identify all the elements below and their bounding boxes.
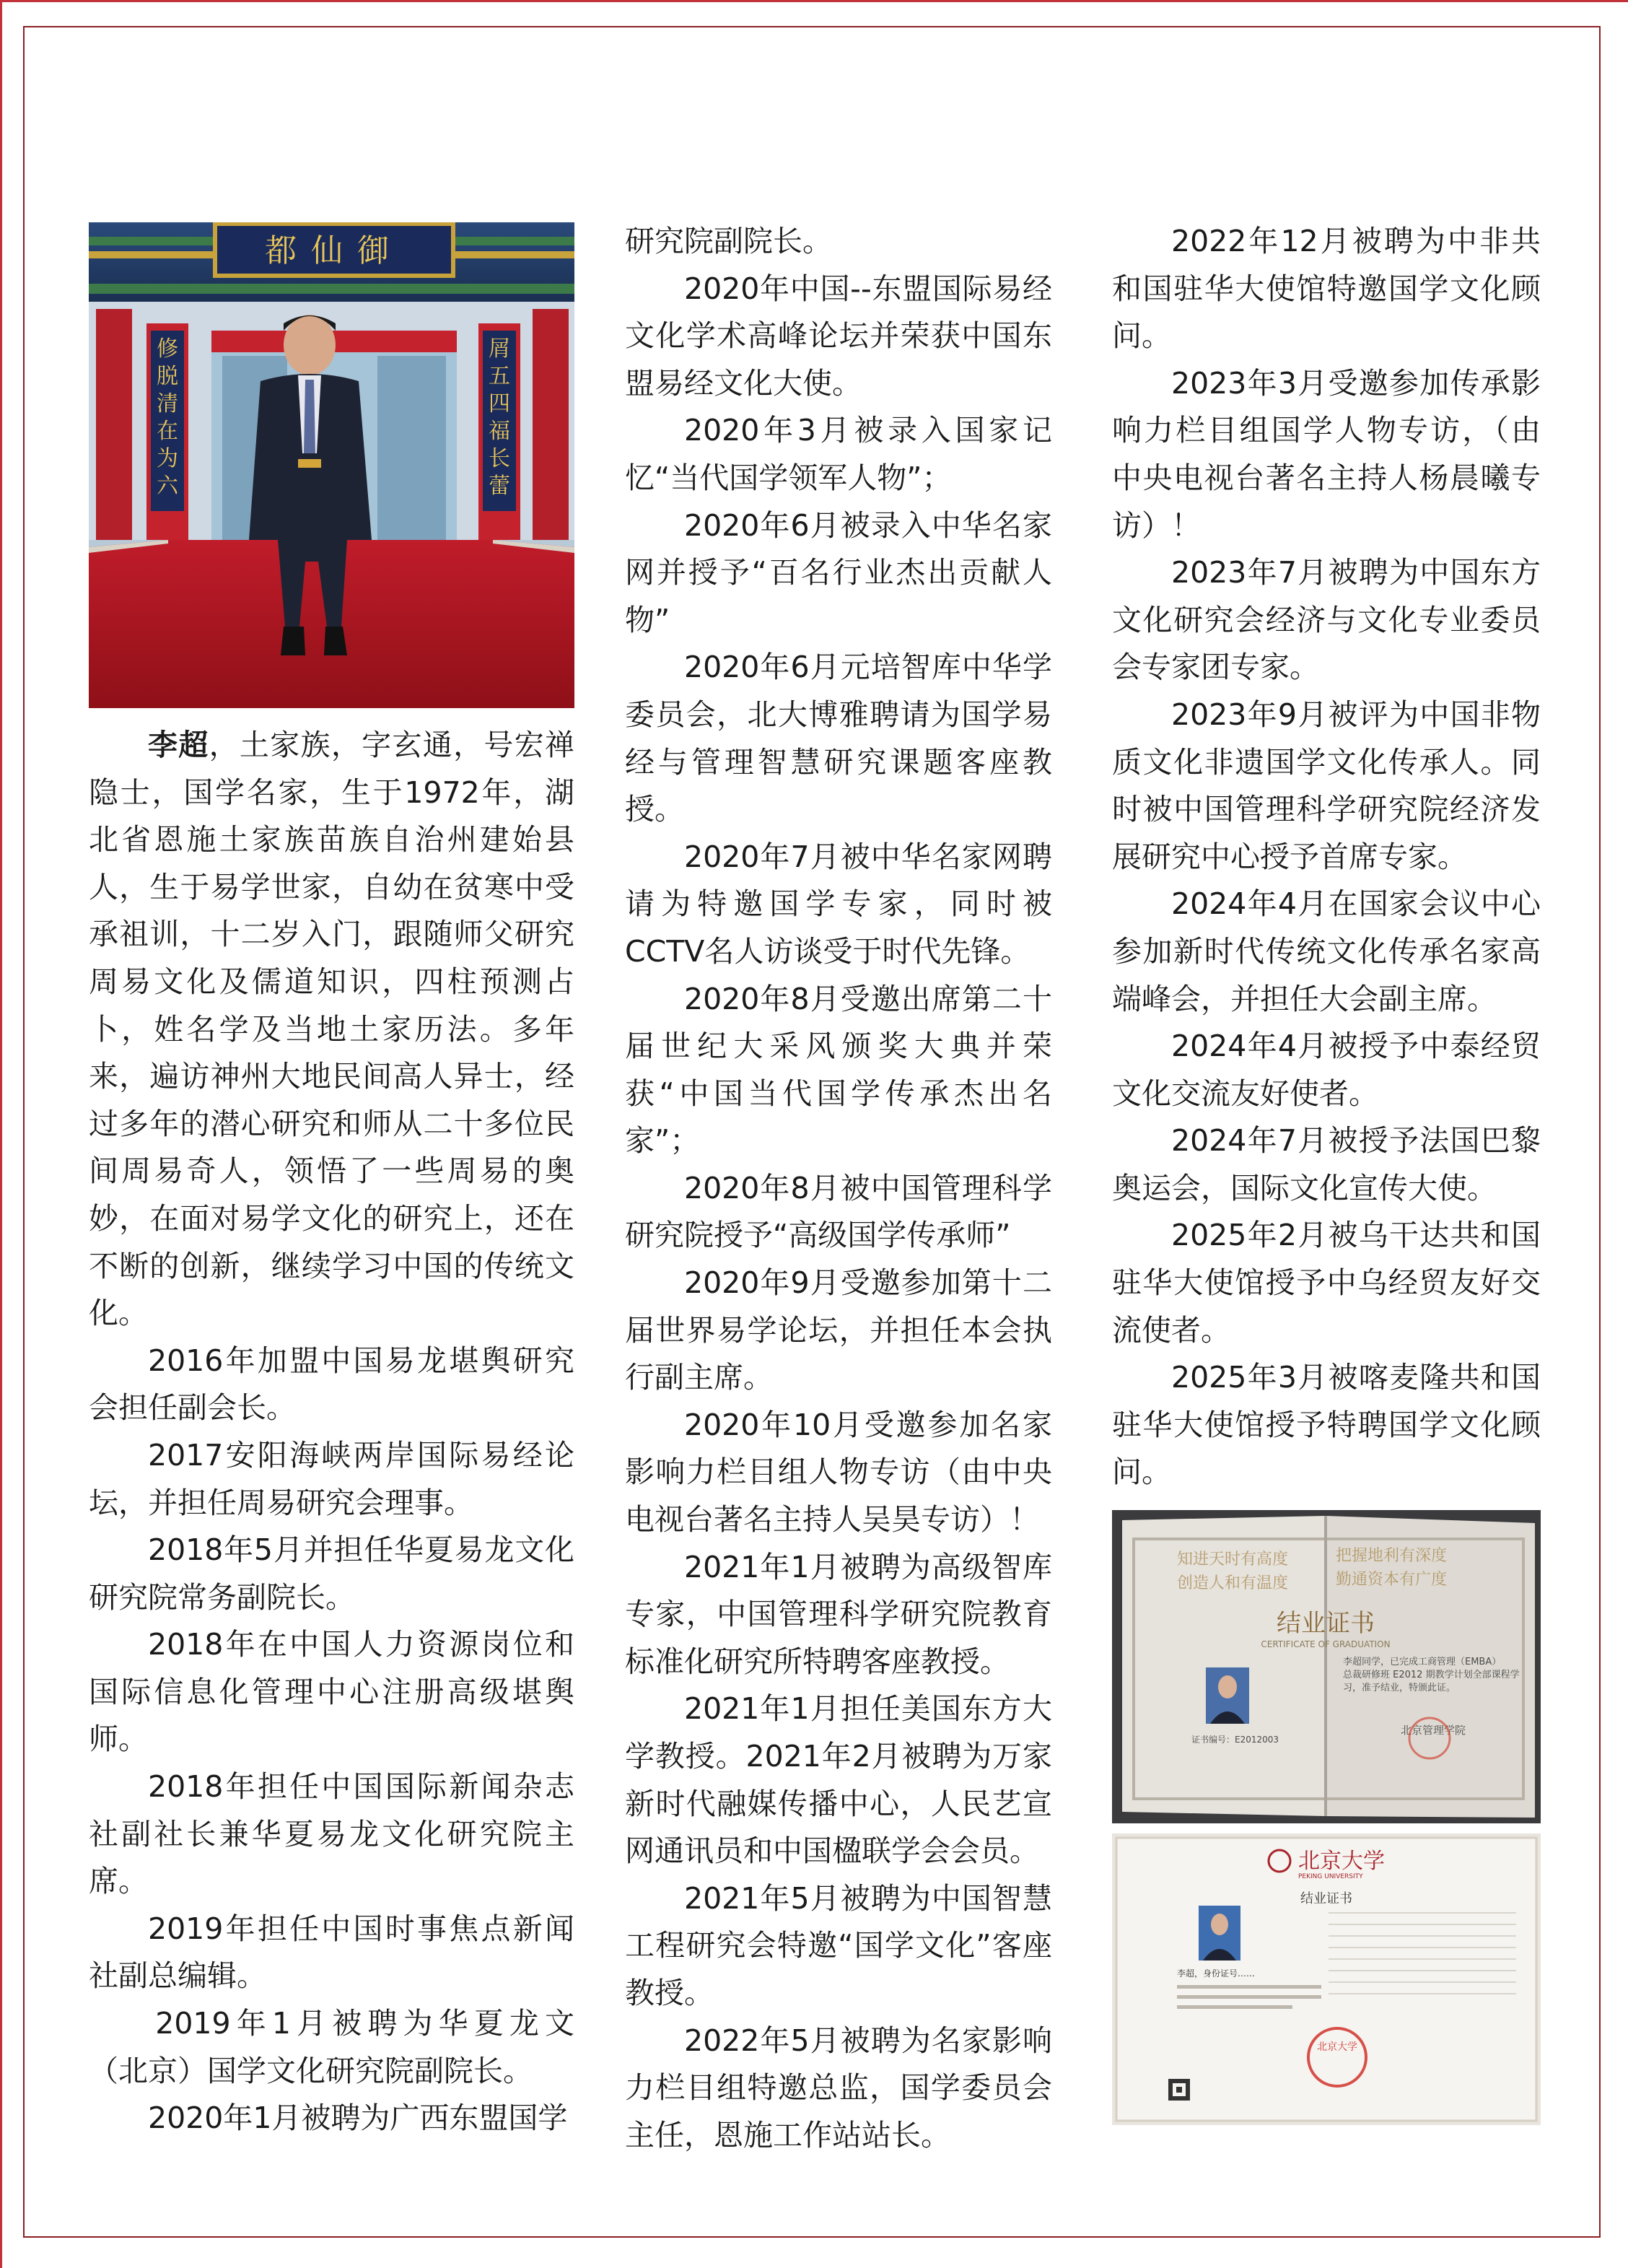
col1-paragraph: 2018年担任中国国际新闻杂志社副社长兼华夏易龙文化研究院主席。 — [89, 1769, 574, 1899]
couplet-left-char: 清 — [157, 391, 178, 416]
col2-paragraph: 2020年8月受邀出席第二十届世纪大采风颁奖大典并荣获“中国当代国学传承杰出名家”； — [625, 981, 1052, 1159]
col3-paragraph: 2023年9月被评为中国非物质文化非遗国学文化传承人。同时被中国管理科学研究院经济发展研究中心授予首席专家。 — [1112, 697, 1541, 874]
couplet-left-char: 六 — [157, 474, 178, 499]
column-3 — [1112, 218, 1541, 1496]
col3-paragraph: 2025年3月被喀麦隆共和国驻华大使馆授予特聘国学文化顾问。 — [1112, 1360, 1541, 1490]
col3-paragraph: 2023年7月被聘为中国东方文化研究会经济与文化专业委员会专家团专家。 — [1112, 555, 1541, 685]
certificate-photo-2 — [1112, 1833, 1541, 2125]
couplet-left-char: 为 — [157, 446, 178, 471]
cert1-title: 结业证书 — [1277, 1609, 1375, 1638]
couplet-left-char: 脱 — [157, 364, 178, 389]
col1-paragraph: 2020年1月被聘为广西东盟国学 — [148, 2101, 568, 2136]
column-2 — [625, 218, 1052, 2159]
col3-paragraph: 2025年2月被乌干达共和国驻华大使馆授予中乌经贸友好交流使者。 — [1112, 1218, 1541, 1348]
col3-paragraph: 2024年4月在国家会议中心参加新时代传统文化传承名家高端峰会，并担任大会副主席。 — [1112, 886, 1541, 1016]
couplet-left-char: 在 — [157, 419, 178, 444]
couplet-right-char: 蕾 — [489, 474, 510, 499]
intro-paragraph — [89, 722, 574, 1338]
col2-continuation: 研究院副院长。 — [625, 224, 832, 258]
col3-paragraph: 2024年7月被授予法国巴黎奥运会，国际文化宣传大使。 — [1112, 1123, 1541, 1205]
col1-paragraph: 2017安阳海峡两岸国际易经论坛，并担任周易研究会理事。 — [89, 1437, 574, 1520]
person-name: 李超 — [148, 728, 209, 762]
cert2-title: 结业证书 — [1300, 1891, 1352, 1906]
cert1-body3: 习，准予结业，特颁此证。 — [1343, 1683, 1456, 1693]
col2-paragraph: 2020年6月元培智库中华学委员会，北大博雅聘请为国学易经与管理智慧研究课题客座教授。 — [625, 650, 1052, 827]
couplet-right-char: 屑 — [489, 336, 510, 362]
cert1-line3: 把握地利有深度 — [1336, 1547, 1448, 1565]
top-frame-line — [0, 0, 1628, 2]
left-frame-line — [0, 0, 2, 2268]
col2-paragraph: 2020年8月被中国管理科学研究院授予“高级国学传承师” — [625, 1170, 1052, 1253]
couplet-left-char: 修 — [157, 336, 178, 362]
col2-paragraph: 2020年3月被录入国家记忆“当代国学领军人物”； — [625, 413, 1052, 495]
couplet-right-char: 长 — [489, 446, 510, 471]
col2-paragraph: 2021年5月被聘为中国智慧工程研究会特邀“国学文化”客座教授。 — [625, 1880, 1052, 2010]
cert2-seal-text: 北京大学 — [1317, 2041, 1357, 2053]
col2-paragraph: 2020年7月被中华名家网聘请为特邀国学专家，同时被CCTV名人访谈受于时代先锋。 — [625, 839, 1052, 969]
plaque-text: 都仙御 — [265, 232, 403, 269]
col2-paragraph: 2022年5月被聘为名家影响力栏目组特邀总监，国学委员会主任，恩施工作站站长。 — [625, 2023, 1052, 2153]
cert1-line1: 知进天时有高度 — [1177, 1550, 1289, 1569]
col2-paragraph: 2020年中国--东盟国际易经文化学术高峰论坛并荣获中国东盟易经文化大使。 — [625, 271, 1052, 401]
col1-paragraph: 2016年加盟中国易龙堪舆研究会担任副会长。 — [89, 1343, 574, 1426]
couplet-right-char: 福 — [489, 419, 510, 444]
cert1-serial: 证书编号：E2012003 — [1191, 1735, 1279, 1745]
col3-paragraph: 2022年12月被聘为中非共和国驻华大使馆特邀国学文化顾问。 — [1112, 224, 1541, 354]
col1-paragraph: 2019年1月被聘为华夏龙文（北京）国学文化研究院副院长。 — [89, 2006, 574, 2088]
col2-paragraph: 2020年6月被录入中华名家网并授予“百名行业杰出贡献人物” — [625, 507, 1052, 637]
cert1-line2: 创造人和有温度 — [1177, 1574, 1289, 1592]
cert2-university-en: PEKING UNIVERSITY — [1298, 1873, 1363, 1880]
cert2-body: 李超，身份证号…… — [1177, 1968, 1256, 1979]
col2-paragraph: 2020年10月受邀参加名家影响力栏目组人物专访（由中央电视台著名主持人吴昊专访）！ — [625, 1407, 1052, 1538]
col1-paragraph: 2018年在中国人力资源岗位和国际信息化管理中心注册高级堪舆师。 — [89, 1627, 574, 1757]
cert1-org: 北京管理学院 — [1401, 1724, 1466, 1737]
col2-paragraph: 2020年9月受邀参加第十二届世界易学论坛，并担任本会执行副主席。 — [625, 1265, 1052, 1395]
col3-paragraph: 2024年4月被授予中泰经贸文化交流友好使者。 — [1112, 1029, 1541, 1111]
col1-paragraph: 2019年担任中国时事焦点新闻社副总编辑。 — [89, 1911, 574, 1994]
col3-paragraph: 2023年3月受邀参加传承影响力栏目组国学人物专访，（由中央电视台著名主持人杨晨曦专访）！ — [1112, 365, 1541, 543]
col2-paragraph: 2021年1月担任美国东方大学教授。2021年2月被聘为万家新时代融媒传播中心，人民艺宣网通讯员和中国楹联学会会员。 — [625, 1691, 1052, 1869]
cert2-university: 北京大学 — [1298, 1849, 1385, 1874]
cert1-subtitle: CERTIFICATE OF GRADUATION — [1261, 1639, 1391, 1649]
certificate-photo-1 — [1112, 1510, 1541, 1823]
intro-text: ，土家族，字玄通，号宏禅隐士，国学名家，生于1972年，湖北省恩施土家族苗族自治州建始县人，生于易学世家，自幼在贫寒中受承祖训，十二岁入门，跟随师父研究周易文化及儒道知识，四柱预测占卜，姓名学及当地土家历法。多年来，遍访神州大地民间高人异士，经过多年的潜心研究和师从二十多位民间周易奇人，领悟了一些周易的奥妙，在面对易学文化的研究上，还在不断的创新，继续学习中国的传统文化。 — [89, 728, 575, 1331]
couplet-right-char: 四 — [489, 391, 510, 416]
photo-spacer — [89, 218, 574, 722]
cert1-body1: 李超同学，已完成工商管理（EMBA） — [1343, 1657, 1502, 1667]
column-1 — [89, 218, 574, 2142]
col2-paragraph: 2021年1月被聘为高级智库专家，中国管理科学研究院教育标准化研究所特聘客座教授。 — [625, 1549, 1052, 1679]
cert1-body2: 总裁研修班 E2012 期教学计划全部课程学 — [1343, 1670, 1520, 1680]
cert1-line4: 勤通资本有广度 — [1336, 1571, 1448, 1589]
couplet-right-char: 五 — [489, 364, 510, 389]
col1-paragraph: 2018年5月并担任华夏易龙文化研究院常务副院长。 — [89, 1532, 574, 1615]
